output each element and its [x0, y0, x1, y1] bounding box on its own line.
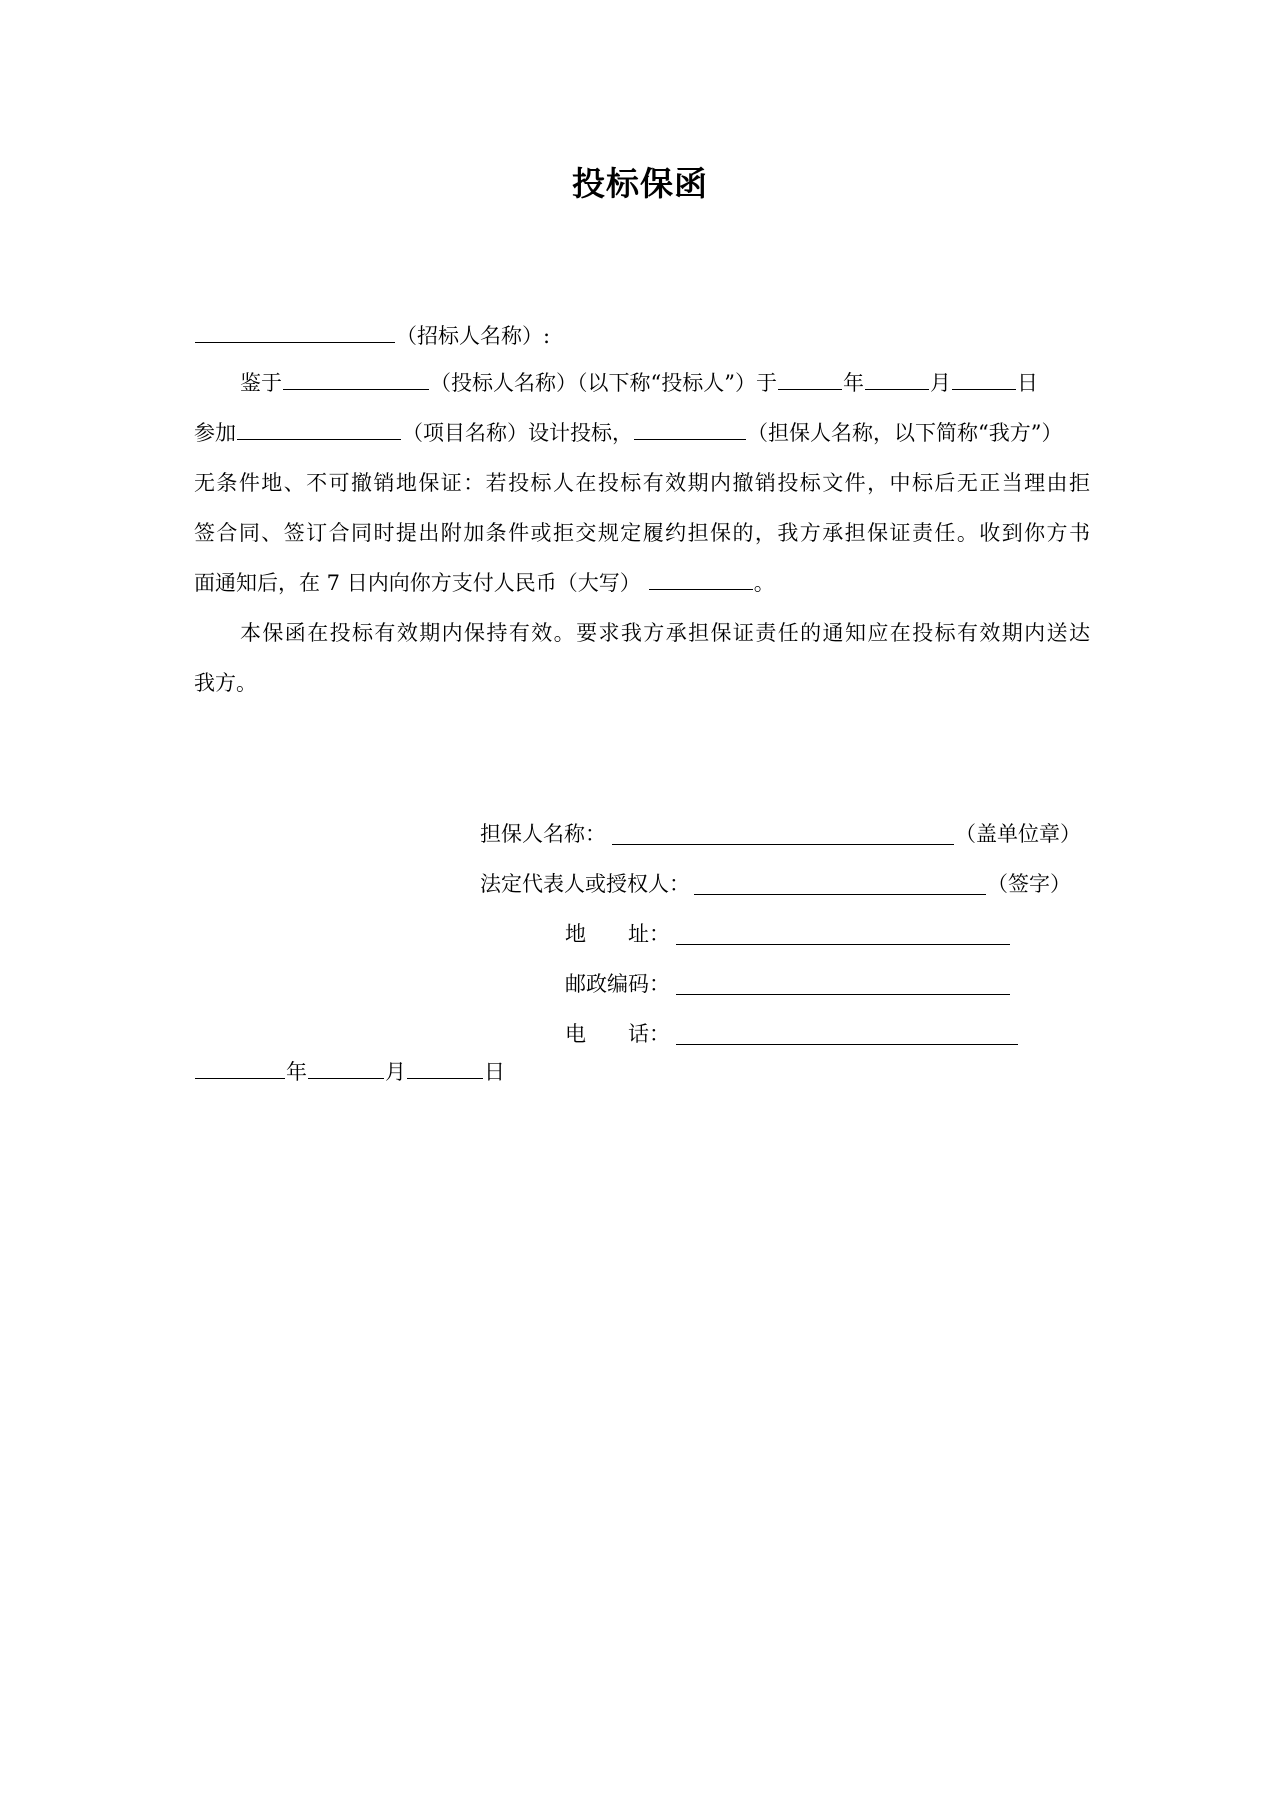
date-day-label: 日: [484, 1060, 505, 1084]
guarantor-seal-blank[interactable]: [612, 820, 954, 845]
para1-line1: [240, 365, 1038, 401]
guarantor-note: （担保人名称，以下简称“我方”）: [747, 421, 1063, 445]
project-name-blank[interactable]: [237, 415, 401, 440]
date-month-label: 月: [385, 1060, 406, 1084]
para1-line4: 签合同、签订合同时提出附加条件或拒交规定履约担保的，我方承担保证责任。收到你方书: [194, 521, 1090, 545]
representative-signature-blank[interactable]: [694, 870, 986, 895]
year-label: 年: [842, 371, 864, 395]
phone-label: 电 话：: [565, 1022, 670, 1046]
representative-suffix: （签字）: [987, 872, 1071, 896]
address-label: 地 址：: [565, 922, 670, 946]
day-blank[interactable]: [952, 365, 1016, 390]
representative-row: [480, 866, 1071, 902]
payment-prefix: 面通知后，在 7 日内向你方支付人民币（大写）: [194, 571, 641, 595]
guarantor-signature-row: [480, 816, 1081, 852]
month-label: 月: [929, 371, 951, 395]
year-blank[interactable]: [778, 365, 842, 390]
bidder-name-blank[interactable]: [283, 365, 429, 390]
payment-suffix: 。: [753, 571, 775, 595]
amount-blank[interactable]: [649, 565, 753, 590]
phone-row: [565, 1016, 1019, 1052]
addressee-suffix: （招标人名称）:: [396, 324, 551, 348]
date-day-blank[interactable]: [407, 1054, 483, 1079]
para2-line1: 本保函在投标有效期内保持有效。要求我方承担保证责任的通知应在投标有效期内送达: [240, 621, 1090, 645]
guarantor-suffix: （盖单位章）: [955, 822, 1081, 846]
month-blank[interactable]: [865, 365, 929, 390]
date-year-blank[interactable]: [195, 1054, 285, 1079]
day-label: 日: [1016, 371, 1038, 395]
para1-line2: [194, 415, 1062, 451]
para1-line3: 无条件地、不可撤销地保证：若投标人在投标有效期内撤销投标文件，中标后无正当理由拒: [194, 471, 1090, 495]
phone-blank[interactable]: [676, 1020, 1018, 1045]
postcode-row: [565, 966, 1011, 1002]
para2-line2: 我方。: [194, 671, 257, 695]
address-row: [565, 916, 1011, 952]
date-line: [194, 1054, 505, 1090]
bidder-note: （投标人名称）（以下称“投标人”）于: [430, 371, 777, 395]
para1-line5: [194, 565, 775, 601]
project-note: （项目名称）设计投标，: [402, 421, 633, 445]
representative-label: 法定代表人或授权人：: [480, 872, 690, 896]
document-title: 投标保函: [572, 164, 708, 203]
participate-prefix: 参加: [194, 421, 236, 445]
addressee-line: [194, 318, 550, 354]
date-year-label: 年: [286, 1060, 307, 1084]
postcode-label: 邮政编码：: [565, 972, 670, 996]
para1-prefix: 鉴于: [240, 371, 282, 395]
date-month-blank[interactable]: [308, 1054, 384, 1079]
guarantor-label: 担保人名称：: [480, 822, 606, 846]
guarantor-name-blank[interactable]: [634, 415, 746, 440]
postcode-blank[interactable]: [676, 970, 1010, 995]
address-blank[interactable]: [676, 920, 1010, 945]
tenderer-name-blank[interactable]: [195, 318, 395, 343]
